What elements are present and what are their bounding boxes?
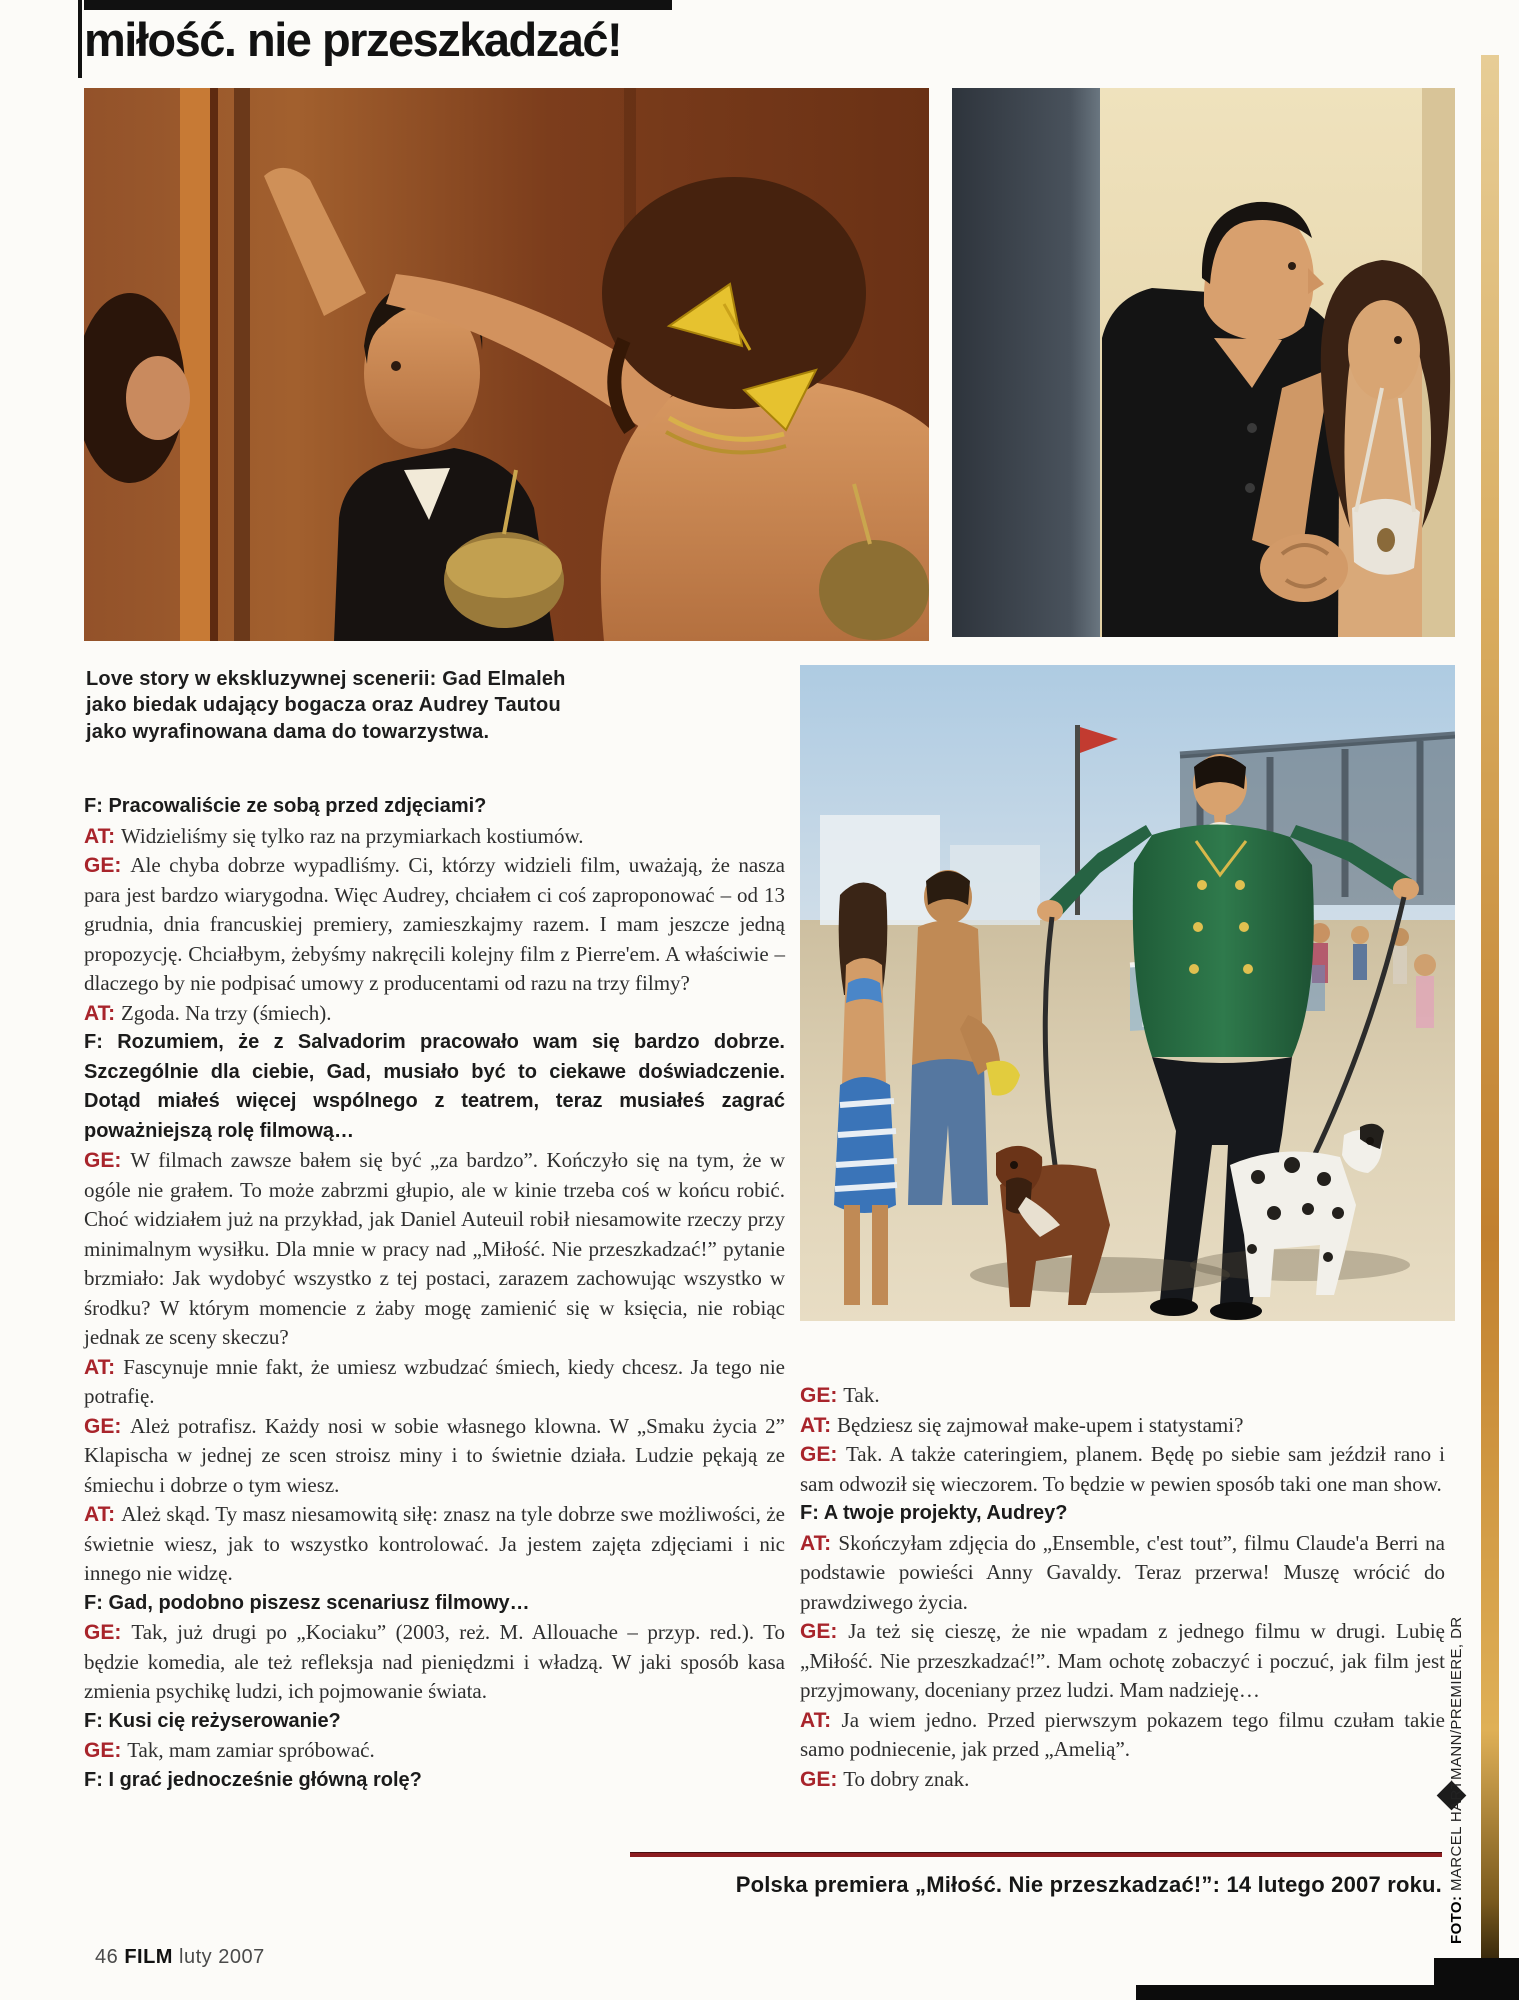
- speaker-prefix: F:: [84, 1031, 103, 1053]
- speaker-prefix: GE:: [84, 1739, 122, 1762]
- magazine-name: FILM: [124, 1946, 173, 1968]
- speaker-prefix: AT:: [800, 1413, 832, 1437]
- speaker-prefix: GE:: [800, 1384, 838, 1407]
- photo-beach-dogs: [800, 665, 1455, 1321]
- interview-entry: [84, 851, 785, 999]
- photo-couple-mirror: [84, 88, 929, 641]
- speaker-prefix: F:: [84, 1709, 103, 1732]
- entry-text: Pracowaliście ze sobą przed zdjęciami?: [108, 795, 487, 817]
- interview-entry: [800, 1706, 1445, 1765]
- interview-entry: [84, 1412, 785, 1501]
- page-footer: [95, 1946, 265, 1969]
- issue-date: luty 2007: [179, 1946, 265, 1968]
- entry-text: I grać jednocześnie główną rolę?: [108, 1768, 422, 1791]
- interview-entry: [800, 1529, 1445, 1618]
- entry-text: Tak. A także cateringiem, planem. Będę po siebie sam jeździł rano i sam odwoził się wieczorem. To będzie w pewien sposób taki one man show.: [800, 1442, 1445, 1496]
- photo-credit-names: MARCEL HARTMANN/PREMIERE, DR: [1448, 1616, 1465, 1892]
- speaker-prefix: F:: [800, 1502, 819, 1524]
- interview-entry: [84, 1028, 785, 1146]
- speaker-prefix: GE:: [800, 1443, 838, 1466]
- speaker-prefix: F:: [84, 1768, 103, 1791]
- photo-couple-mirror-art: [84, 88, 929, 641]
- interview-entry: [84, 1766, 785, 1796]
- interview-entry: [84, 822, 785, 852]
- interview-entry: [84, 792, 785, 822]
- entry-text: To dobry znak.: [843, 1766, 970, 1791]
- interview-entry: [800, 1381, 1445, 1411]
- speaker-prefix: GE:: [84, 1149, 122, 1172]
- speaker-prefix: GE:: [800, 1767, 838, 1791]
- divider-line: [630, 1852, 1442, 1857]
- speaker-prefix: GE:: [800, 1620, 838, 1643]
- interview-left-column: [84, 792, 785, 1795]
- entry-text: Ależ potrafisz. Każdy nosi w sobie własnego klowna. W „Smaku życia 2” Klapischa w jednej ze scen stroisz miny i to świetnie działa. Ludzie pękają ze śmiechu i dobrze o tym wiesz.: [84, 1413, 785, 1497]
- interview-entry: [800, 1499, 1445, 1529]
- photo-beach-dogs-art: [800, 665, 1455, 1321]
- entry-text: Rozumiem, że z Salvadorim pracowało wam się bardzo dobrze. Szczególnie dla ciebie, Gad, musiało być to ciekawe doświadczenie. Dotąd miałeś więcej wspólnego z teatrem, teraz musiałeś zagrać poważniejszą rolę filmową…: [84, 1031, 785, 1142]
- entry-text: Skończyłam zdjęcia do „Ensemble, c'est tout”, filmu Claude'a Berri na podstawie powieści Anny Gavaldy. Teraz przerwa! Muszę wrócić do prawdziwego życia.: [800, 1530, 1445, 1614]
- photo-caption: Love story w ekskluzywnej scenerii: Gad Elmaleh jako biedak udający bogacza oraz Audrey Tautou jako wyrafinowana dama do towarzystwa.: [86, 668, 566, 743]
- photo-couple-wall-art: [952, 88, 1455, 637]
- interview-entry: [84, 1146, 785, 1353]
- speaker-prefix: AT:: [84, 1355, 116, 1379]
- side-stripe-decoration: [1481, 55, 1499, 1958]
- page-number: 46: [95, 1946, 119, 1968]
- photo-credit-label: FOTO:: [1448, 1895, 1465, 1944]
- speaker-prefix: GE:: [84, 1414, 122, 1438]
- speaker-prefix: AT:: [84, 824, 116, 848]
- entry-text: Ja też się cieszę, że nie wpadam z jednego filmu w drugi. Lubię „Miłość. Nie przeszkadzać!”. Mam ochotę zobaczyć i poczuć, jak film jest przyjmowany, doceniany przez ludzi. Mam nadzieję…: [800, 1619, 1445, 1702]
- entry-text: Widzieliśmy się tylko raz na przymiarkach kostiumów.: [120, 823, 584, 848]
- interview-entry: [84, 1500, 785, 1589]
- speaker-prefix: AT:: [84, 1001, 116, 1025]
- speaker-prefix: AT:: [84, 1503, 116, 1526]
- entry-text: Zgoda. Na trzy (śmiech).: [120, 1000, 332, 1025]
- entry-text: Fascynuje mnie fakt, że umiesz wzbudzać śmiech, kiedy chcesz. Ja tego nie potrafię.: [84, 1354, 785, 1408]
- entry-text: Gad, podobno piszesz scenariusz filmowy…: [108, 1591, 530, 1614]
- entry-text: W filmach zawsze bałem się być „za bardzo”. Kończyło się na tym, że w ogóle nie grałem. To może zabrzmi głupio, ale w kinie trzeba coś w końcu robić. Choć widziałem już na przykład, jak Daniel Auteuil robił niesamowite rzeczy przy minimalnym wysiłku. Dla mnie w pracy nad „Miłość. Nie przeszkadzać!” pytanie brzmiało: Jak wydobyć wszystko z tej postaci, zarazem zachowując wszystko w środku? W którym momencie z żaby mogę zamienić się w księcia, nie robiąc jednak ze sceny skeczu?: [84, 1148, 785, 1349]
- speaker-prefix: AT:: [800, 1531, 832, 1555]
- page-title: miłość. nie przeszkadzać!: [84, 13, 622, 66]
- premiere-note: Polska premiera „Miłość. Nie przeszkadzać!”: 14 lutego 2007 roku.: [735, 1872, 1442, 1897]
- interview-entry: [84, 1353, 785, 1412]
- photo-credit: [1448, 1574, 1465, 1944]
- interview-entry: [800, 1411, 1445, 1441]
- speaker-prefix: GE:: [84, 1621, 122, 1644]
- entry-text: A twoje projekty, Audrey?: [823, 1502, 1068, 1524]
- speaker-prefix: F:: [84, 1591, 103, 1614]
- interview-entry: [800, 1765, 1445, 1795]
- speaker-prefix: GE:: [84, 854, 122, 877]
- entry-text: Tak, mam zamiar spróbować.: [127, 1738, 375, 1762]
- interview-entry: [800, 1440, 1445, 1499]
- entry-text: Kusi cię reżyserowanie?: [108, 1709, 341, 1732]
- interview-entry: [84, 1589, 785, 1619]
- entry-text: Tak.: [843, 1383, 880, 1407]
- interview-right-column: [800, 1381, 1445, 1794]
- entry-text: Ależ skąd. Ty masz niesamowitą siłę: znasz na tyle dobrze swe możliwości, że świetnie wiesz, jak to wszystko kontrolować. Ja jestem zajęta zdjęciami i nic innego nie widzę.: [84, 1502, 785, 1585]
- title-left-rule: [78, 0, 82, 78]
- interview-entry: [800, 1617, 1445, 1706]
- speaker-prefix: F:: [84, 795, 103, 817]
- speaker-prefix: AT:: [800, 1708, 832, 1732]
- interview-entry: [84, 999, 785, 1029]
- entry-text: Ale chyba dobrze wypadliśmy. Ci, którzy widzieli film, uważają, że nasza para jest bardzo wiarygodna. Więc Audrey, chciałem ci coś zaproponować – od 13 grudnia, dnia francuskiej premiery, zamieszkajmy razem. I mam jeszcze jedną propozycję. Chciałbym, żebyśmy nakręcili kolejny film z Pierre'em. A właściwie – dlaczego by nie podpisać umowy z producentami od razu na trzy filmy?: [84, 853, 785, 995]
- entry-text: Ja wiem jedno. Przed pierwszym pokazem tego filmu czułam takie samo podniecenie, jak przed „Amelią”.: [800, 1707, 1445, 1761]
- interview-entry: [84, 1618, 785, 1707]
- top-black-bar: [84, 0, 672, 10]
- entry-text: Będziesz się zajmował make-upem i statystami?: [836, 1412, 1244, 1437]
- bottom-black-band: [1136, 1985, 1519, 2000]
- entry-text: Tak, już drugi po „Kociaku” (2003, reż. M. Allouache – przyp. red.). To będzie komedia, ale też refleksja nad pieniędzmi i władzą. W jaki sposób kasa zmienia psychikę ludzi, ich pojmowanie świata.: [84, 1620, 785, 1703]
- interview-entry: [84, 1736, 785, 1766]
- photo-couple-wall: [952, 88, 1455, 637]
- interview-entry: [84, 1707, 785, 1737]
